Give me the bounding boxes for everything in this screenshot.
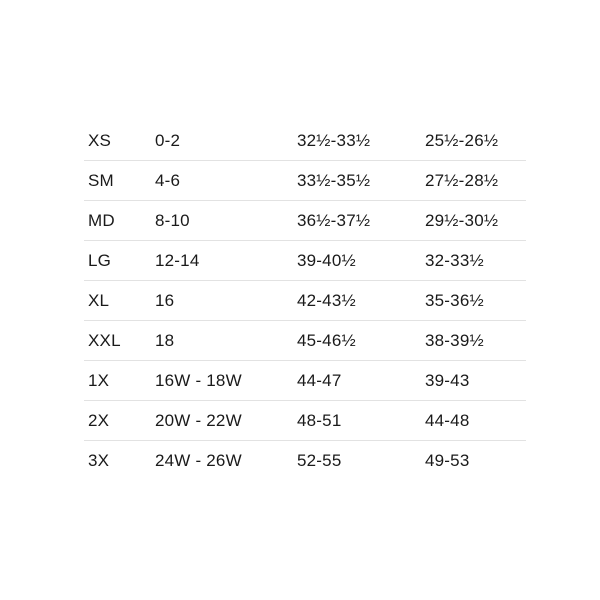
size-label-cell: 2X (88, 410, 110, 430)
waist-cell: 39-43 (425, 370, 470, 390)
bust-cell: 39-40½ (297, 250, 356, 270)
table-row (84, 401, 526, 441)
numeric-size-cell: 8-10 (155, 210, 190, 230)
numeric-size-cell: 18 (155, 330, 175, 350)
table-row (84, 361, 526, 401)
numeric-size-cell: 20W - 22W (155, 410, 242, 430)
table-row (84, 321, 526, 361)
table-row (84, 161, 526, 201)
size-label-cell: 1X (88, 370, 110, 390)
numeric-size-cell: 16 (155, 290, 175, 310)
bust-cell: 33½-35½ (297, 170, 371, 190)
size-chart-table (84, 121, 526, 481)
waist-cell: 27½-28½ (425, 170, 499, 190)
waist-cell: 49-53 (425, 451, 470, 470)
waist-cell: 35-36½ (425, 290, 484, 310)
table-row (84, 441, 526, 481)
size-label-cell: XXL (88, 330, 121, 350)
bust-cell: 32½-33½ (297, 130, 371, 150)
bust-cell: 45-46½ (297, 330, 356, 350)
waist-cell: 25½-26½ (425, 130, 499, 150)
waist-cell: 38-39½ (425, 330, 484, 350)
bust-cell: 48-51 (297, 410, 342, 430)
size-label-cell: 3X (88, 451, 110, 470)
bust-cell: 52-55 (297, 451, 342, 470)
table-row (84, 121, 526, 161)
size-label-cell: MD (88, 210, 115, 230)
table-row (84, 201, 526, 241)
size-label-cell: LG (88, 250, 112, 270)
size-label-cell: XL (88, 290, 110, 310)
bust-cell: 36½-37½ (297, 210, 371, 230)
numeric-size-cell: 12-14 (155, 250, 200, 270)
waist-cell: 32-33½ (425, 250, 484, 270)
numeric-size-cell: 4-6 (155, 170, 181, 190)
bust-cell: 42-43½ (297, 290, 356, 310)
waist-cell: 29½-30½ (425, 210, 499, 230)
size-label-cell: XS (88, 130, 112, 150)
table-row (84, 281, 526, 321)
numeric-size-cell: 16W - 18W (155, 370, 242, 390)
size-label-cell: SM (88, 170, 114, 190)
numeric-size-cell: 0-2 (155, 130, 181, 150)
table-row (84, 241, 526, 281)
bust-cell: 44-47 (297, 370, 342, 390)
numeric-size-cell: 24W - 26W (155, 451, 242, 470)
waist-cell: 44-48 (425, 410, 470, 430)
